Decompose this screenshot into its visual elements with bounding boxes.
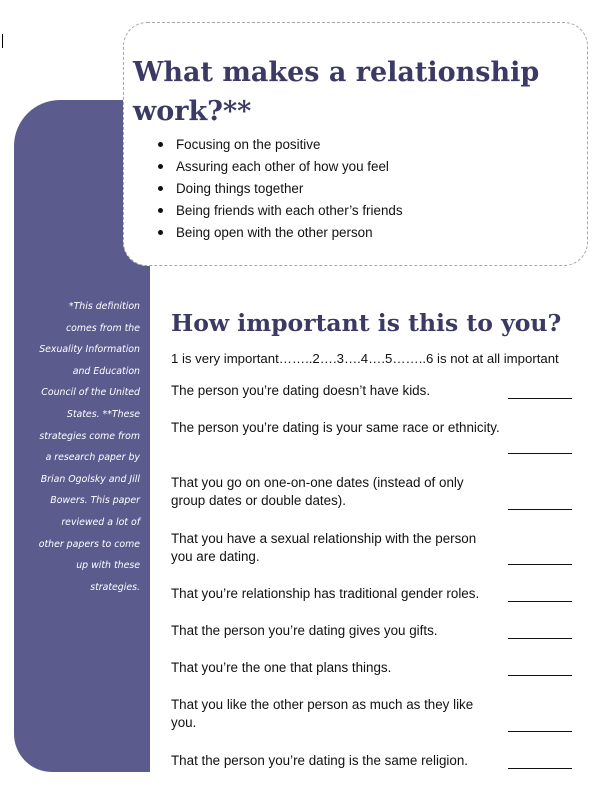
answer-blank[interactable]	[508, 638, 572, 639]
relationship-title: What makes a relationship work?**	[133, 57, 540, 127]
text-cursor	[2, 34, 3, 48]
strategy-item: Being friends with each other’s friends	[158, 200, 403, 222]
rating-scale: 1 is very important……..2….3….4….5……..6 is not at all important	[171, 351, 559, 366]
survey-question: The person you’re dating doesn’t have kids.	[171, 383, 431, 398]
answer-blank[interactable]	[508, 675, 572, 676]
relationship-strategies-list	[158, 134, 403, 244]
survey-question: That you like the other person as much as they like you.	[171, 697, 474, 730]
strategy-item: Being open with the other person	[158, 222, 403, 244]
survey-question: That you go on one-on-one dates (instead of only group dates or double dates).	[171, 475, 464, 508]
survey-question: That you have a sexual relationship with the person you are dating.	[171, 531, 477, 564]
strategy-item: Assuring each other of how you feel	[158, 156, 403, 178]
answer-blank[interactable]	[508, 398, 572, 399]
survey-question: The person you’re dating is your same race or ethnicity.	[171, 420, 500, 435]
survey-question: That the person you’re dating is the same religion.	[171, 753, 468, 768]
answer-blank[interactable]	[508, 731, 572, 732]
survey-title: How important is this to you?	[171, 309, 562, 337]
answer-blank[interactable]	[508, 768, 572, 769]
survey-question: That the person you’re dating gives you gifts.	[171, 623, 438, 638]
answer-blank[interactable]	[508, 564, 572, 565]
strategy-item: Focusing on the positive	[158, 134, 403, 156]
answer-blank[interactable]	[508, 601, 572, 602]
survey-question: That you’re the one that plans things.	[171, 660, 392, 675]
survey-question: That you’re relationship has traditional gender roles.	[171, 586, 480, 601]
answer-blank[interactable]	[508, 509, 572, 510]
answer-blank[interactable]	[508, 453, 572, 454]
sidebar-footnote: *This definition comes from the Sexuality Information and Education Council of the United States. **These strategies come from a research paper by Brian Ogolsky and Jill Bowers. This paper reviewed a lot of other papers to come up with these strategies.	[38, 301, 140, 593]
strategy-item: Doing things together	[158, 178, 403, 200]
